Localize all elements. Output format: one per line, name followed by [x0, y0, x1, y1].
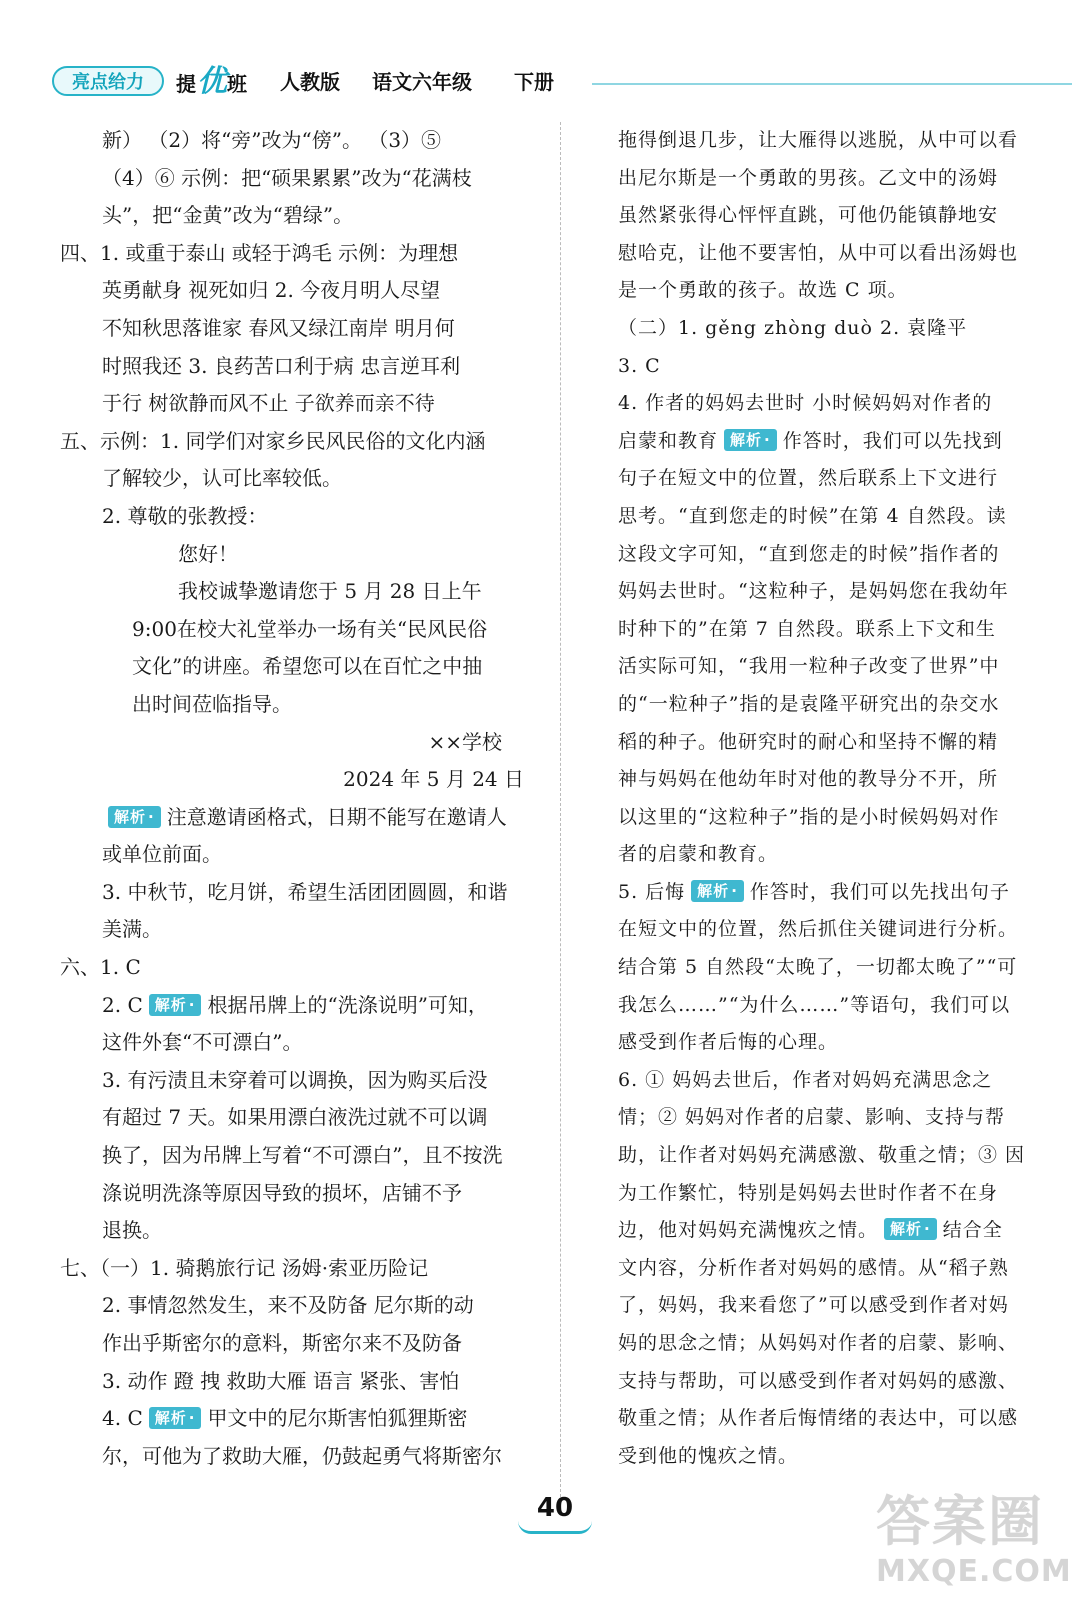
line-text: 妈妈去世时。“这粒种子，是妈妈您在我幼年	[618, 580, 1009, 603]
text-line	[618, 987, 1048, 1025]
line-text: 作出乎斯密尔的意料，斯密尔来不及防备	[102, 1331, 462, 1355]
text-line	[60, 385, 548, 423]
line-text: 情；② 妈妈对作者的启蒙、影响、支持与帮	[618, 1106, 1006, 1129]
text-line	[60, 799, 548, 837]
line-text: 头”，把“金黄”改为“碧绿”。	[102, 203, 354, 228]
volume-label: 下册	[514, 70, 554, 94]
text-line	[618, 573, 1048, 611]
text-line	[60, 987, 548, 1025]
text-line	[60, 160, 548, 198]
page-header	[52, 56, 1052, 108]
line-text: 是一个勇敢的孩子。故选 C 项。	[618, 279, 908, 302]
line-text: 的“一粒种子”指的是袁隆平研究出的杂交水	[618, 692, 1000, 715]
text-line	[618, 498, 1048, 536]
text-line	[618, 1250, 1048, 1288]
line-text: 出尼尔斯是一个勇敢的男孩。乙文中的汤姆	[618, 166, 999, 189]
analysis-tag: 解析 ·	[724, 429, 777, 451]
line-text: 启蒙和教育	[618, 429, 719, 452]
line-text: 于行 树欲静而风不止 子欲养而亲不待	[102, 391, 435, 416]
text-line	[60, 460, 548, 498]
text-line	[60, 423, 548, 461]
text-line	[60, 949, 548, 987]
watermark-cn: 答案圈	[876, 1490, 1044, 1553]
line-text: 不知秋思落谁家 春风又绿江南岸 明月何	[102, 315, 455, 340]
line-text: 了，妈妈，我来看您了”可以感受到作者对妈	[618, 1294, 1009, 1317]
text-line	[618, 385, 1048, 423]
text-line	[618, 761, 1048, 799]
line-text: 6. ① 妈妈去世后，作者对妈妈充满思念之	[618, 1068, 993, 1091]
line-text: 3. 动作 蹬 拽 救助大雁 语言 紧张、害怕	[102, 1368, 460, 1393]
line-text: 换了，因为吊牌上写着“不可漂白”，且不按洗	[102, 1143, 503, 1168]
line-text: 文化”的讲座。希望您可以在百忙之中抽	[132, 654, 483, 679]
line-text: 2024 年 5 月 24 日	[343, 767, 524, 792]
line-text: 稻的种子。他研究时的耐心和坚持不懈的精	[618, 730, 999, 753]
text-line	[618, 1363, 1048, 1401]
subject-label: 语文六年级	[372, 70, 472, 94]
text-line	[60, 1438, 548, 1476]
text-line	[618, 460, 1048, 498]
analysis-tag: 解析 ·	[149, 1407, 202, 1429]
line-text: 句子在短文中的位置，然后联系上下文进行	[618, 467, 999, 490]
text-line	[618, 1137, 1048, 1175]
line-text: 我校诚挚邀请您于 5 月 28 日上午	[178, 579, 482, 604]
line-text: 助，让作者对妈妈充满感激、敬重之情；③ 因	[618, 1144, 1026, 1167]
line-text: 注意邀请函格式，日期不能写在邀请人	[166, 804, 507, 829]
text-line	[618, 235, 1048, 273]
text-line	[618, 1175, 1048, 1213]
line-text: 4. C	[102, 1406, 143, 1431]
text-line	[618, 1325, 1048, 1363]
brand-badge: 亮点给力	[52, 66, 164, 96]
analysis-text: 甲文中的尼尔斯害怕狐狸斯密	[207, 1406, 468, 1431]
text-line	[60, 761, 548, 799]
text-line	[60, 686, 548, 724]
text-line	[618, 648, 1048, 686]
text-line	[60, 1363, 548, 1401]
line-text: 为工作繁忙，特别是妈妈去世时作者不在身	[618, 1181, 999, 1204]
line-text: 受到他的愧疚之情。	[618, 1444, 799, 1467]
line-text: 者的启蒙和教育。	[618, 843, 779, 866]
line-text: （二）1. gěng zhòng duò 2. 袁隆平	[618, 316, 968, 339]
text-line	[618, 686, 1048, 724]
line-text: 妈的思念之情；从妈妈对作者的启蒙、影响、	[618, 1332, 1019, 1354]
text-line	[618, 197, 1048, 235]
text-line	[618, 1287, 1048, 1325]
series-title-post: 班	[227, 72, 248, 96]
text-line	[60, 235, 548, 273]
analysis-tag: 解析 ·	[149, 994, 202, 1016]
text-line	[618, 949, 1048, 987]
line-text: 五、示例：1. 同学们对家乡民风民俗的文化内涵	[60, 428, 486, 453]
series-title-big: 优	[197, 64, 227, 99]
text-line	[60, 122, 548, 160]
line-text: 思考。“直到您走的时候”在第 4 自然段。读	[618, 504, 1007, 527]
column-divider	[560, 122, 561, 1497]
text-line	[618, 1099, 1048, 1137]
line-text: 边，他对妈妈充满愧疚之情。	[618, 1219, 879, 1242]
line-text: 美满。	[102, 917, 162, 942]
header-rule	[592, 83, 1072, 85]
text-line	[60, 874, 548, 912]
text-line	[60, 1024, 548, 1062]
line-text: 结合第 5 自然段“太晚了，一切都太晚了”“可	[618, 956, 1018, 979]
text-line	[60, 1400, 548, 1438]
line-text: 出时间莅临指导。	[132, 691, 292, 716]
line-text: 我怎么……”“为什么……”等语句，我们可以	[618, 993, 1011, 1016]
line-text: 在短文中的位置，然后抓住关键词进行分析。	[618, 918, 1019, 941]
line-text: （4）⑥ 示例：把“硕果累累”改为“花满枝	[102, 165, 472, 190]
line-text: 了解较少，认可比率较低。	[102, 466, 342, 491]
line-text: 涤说明洗涤等原因导致的损坏，店铺不予	[102, 1180, 462, 1205]
watermark-en: MXQE.COM	[876, 1554, 1072, 1589]
text-line	[618, 348, 1048, 386]
text-line	[60, 836, 548, 874]
text-line	[618, 799, 1048, 837]
text-line	[618, 310, 1048, 348]
text-line	[60, 1287, 548, 1325]
text-line	[618, 724, 1048, 762]
line-text: 英勇献身 视死如归 2. 今夜月明人尽望	[102, 278, 441, 303]
line-text: 3. 中秋节，吃月饼，希望生活团团圆圆，和谐	[102, 879, 508, 904]
line-text: 文内容，分析作者对妈妈的感情。从“稻子熟	[618, 1256, 1009, 1279]
text-line	[60, 1212, 548, 1250]
analysis-tag: 解析 ·	[108, 806, 161, 828]
line-text: 5. 后悔	[618, 880, 686, 903]
analysis-text: 作答时，我们可以先找出句子	[749, 880, 1010, 903]
text-line	[618, 611, 1048, 649]
text-line	[60, 724, 548, 762]
line-text: 支持与帮助，可以感受到作者对妈妈的感激、	[618, 1369, 1019, 1392]
text-line	[618, 536, 1048, 574]
series-title	[176, 56, 248, 108]
text-line	[60, 1325, 548, 1363]
line-text: 活实际可知，“我用一粒种子改变了世界”中	[618, 655, 1000, 678]
line-text: 时种下的”在第 7 自然段。联系上下文和生	[618, 617, 996, 640]
line-text: 七、（一）1. 骑鹅旅行记 汤姆·索亚历险记	[60, 1255, 429, 1280]
text-line	[60, 611, 548, 649]
series-title-pre: 提	[176, 72, 197, 96]
text-line	[618, 1212, 1048, 1250]
analysis-text: 根据吊牌上的“洗涤说明”可知，	[207, 992, 488, 1017]
line-text: 神与妈妈在他幼年时对他的教导分不开，所	[618, 768, 999, 791]
text-line	[60, 573, 548, 611]
analysis-tag: 解析 ·	[691, 880, 744, 902]
text-line	[618, 160, 1048, 198]
line-text: 或单位前面。	[102, 842, 222, 867]
text-line	[618, 1062, 1048, 1100]
text-line	[60, 1062, 548, 1100]
line-text: 您好！	[178, 541, 238, 566]
line-text: 时照我还 3. 良药苦口利于病 忠言逆耳利	[102, 353, 461, 378]
analysis-text: 作答时，我们可以先找到	[782, 429, 1003, 452]
line-text: 2. 尊敬的张教授：	[102, 503, 268, 528]
line-text: 3. 有污渍且未穿着可以调换，因为购买后没	[102, 1067, 488, 1092]
line-text: 2. 事情忽然发生，来不及防备 尼尔斯的动	[102, 1293, 474, 1318]
text-line	[60, 648, 548, 686]
line-text: 这段文字可知，“直到您走的时候”指作者的	[618, 542, 1000, 565]
line-text: ××学校	[428, 729, 502, 754]
line-text: 拖得倒退几步，让大雁得以逃脱，从中可以看	[618, 129, 1019, 151]
watermark-logo	[876, 1490, 1072, 1598]
text-line	[60, 1250, 548, 1288]
text-line	[618, 423, 1048, 461]
line-text: 四、1. 或重于泰山 或轻于鸿毛 示例：为理想	[60, 240, 459, 265]
line-text: 六、1. C	[60, 955, 141, 980]
line-text: 虽然紧张得心怦怦直跳，可他仍能镇静地安	[618, 204, 999, 227]
text-line	[618, 836, 1048, 874]
text-line	[60, 1175, 548, 1213]
analysis-tag: 解析 ·	[884, 1218, 937, 1240]
text-line	[618, 1400, 1048, 1438]
text-line	[60, 1137, 548, 1175]
text-line	[618, 1438, 1048, 1476]
text-line	[618, 122, 1048, 160]
line-text: 感受到作者后悔的心理。	[618, 1031, 839, 1054]
text-line	[60, 310, 548, 348]
text-line	[60, 197, 548, 235]
text-line	[60, 1099, 548, 1137]
right-column	[618, 122, 1048, 1475]
analysis-text: 结合全	[942, 1219, 1003, 1242]
line-text: 3. C	[618, 354, 661, 377]
line-text: 4. 作者的妈妈去世时 小时候妈妈对作者的	[618, 392, 993, 415]
line-text: 9:00在校大礼堂举办一场有关“民风民俗	[132, 616, 488, 641]
text-line	[60, 348, 548, 386]
line-text: 敬重之情；从作者后悔情绪的表达中，可以感	[618, 1407, 1019, 1430]
line-text: 新） （2）将“旁”改为“傍”。 （3）⑤	[102, 128, 442, 152]
line-text: 慰哈克，让他不要害怕，从中可以看出汤姆也	[618, 241, 1019, 264]
line-text: 尔，可他为了救助大雁，仍鼓起勇气将斯密尔	[102, 1443, 502, 1468]
line-text: 有超过 7 天。如果用漂白液洗过就不可以调	[102, 1105, 488, 1130]
text-line	[618, 272, 1048, 310]
text-line	[618, 911, 1048, 949]
line-text: 这件外套“不可漂白”。	[102, 1030, 303, 1055]
text-line	[618, 1024, 1048, 1062]
edition-label: 人教版	[280, 70, 340, 94]
page-number: 40	[500, 1488, 610, 1538]
text-line	[60, 498, 548, 536]
line-text: 2. C	[102, 992, 143, 1017]
text-line	[618, 874, 1048, 912]
text-line	[60, 536, 548, 574]
line-text: 退换。	[102, 1218, 162, 1243]
text-line	[60, 911, 548, 949]
text-line	[60, 272, 548, 310]
line-text: 以这里的“这粒种子”指的是小时候妈妈对作	[618, 805, 1000, 828]
left-column	[60, 122, 548, 1475]
